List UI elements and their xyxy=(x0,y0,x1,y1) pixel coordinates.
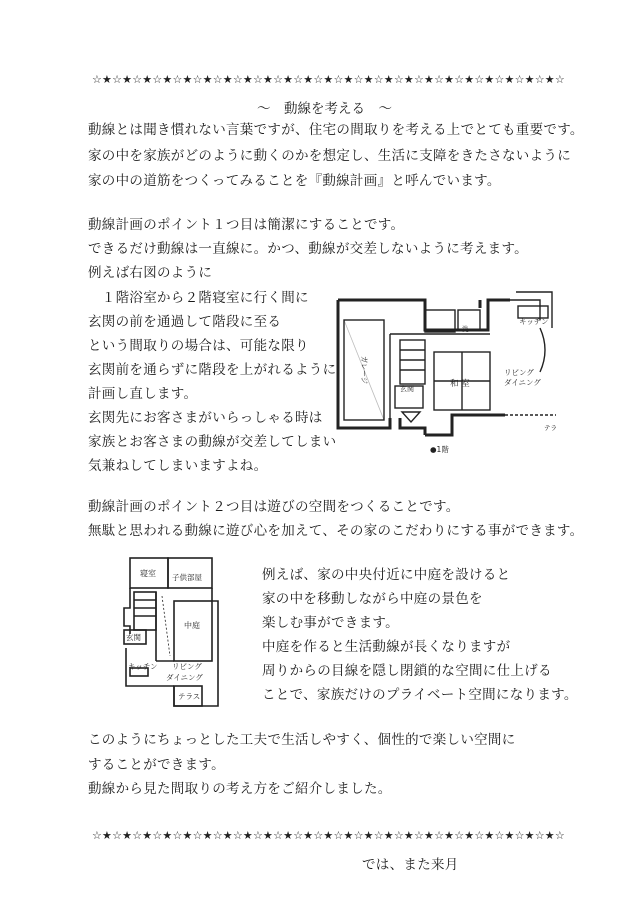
plan2-room-label: 玄関 xyxy=(126,633,141,642)
point2-right-line: 楽しむ事ができます。 xyxy=(262,615,399,631)
star-border-bottom: ☆★☆★☆★☆★☆★☆★☆★☆★☆★☆★☆★☆★☆★☆★☆★☆★☆★☆★☆★☆★☆★☆★☆★☆ xyxy=(92,829,565,842)
plan2-room-label: テラス xyxy=(178,692,201,701)
point1-line: できるだけ動線は一直線に。かつ、動線が交差しないように考えます。 xyxy=(88,241,528,257)
plan1-room-label: 玄関 xyxy=(400,385,414,393)
point1-line: という間取りの場合は、可能な限り xyxy=(88,338,309,354)
point2-right-line: 例えば、家の中央付近に中庭を設けると xyxy=(262,567,511,583)
plan2-room-label: リビング xyxy=(172,662,202,671)
plan2-room-label: キッチン xyxy=(128,662,158,671)
point2-right-line: 家の中を移動しながら中庭の景色を xyxy=(262,591,483,607)
plan2-room-label: 子供部屋 xyxy=(172,573,202,582)
plan1-room-label: ダイニング xyxy=(504,378,541,387)
point2-right-line: 周りからの目線を隠し閉鎖的な空間に仕上げる xyxy=(262,663,552,679)
point1-line: 家族とお客さまの動線が交差してしまい xyxy=(88,434,337,450)
plan2-room-label: 寝室 xyxy=(140,569,156,578)
point1-line: １階浴室から２階寝室に行く間に xyxy=(88,290,309,306)
closing-line: することができます。 xyxy=(88,757,225,773)
point1-line: 動線計画のポイント１つ目は簡潔にすることです。 xyxy=(88,217,405,233)
closing-line: このようにちょっとした工夫で生活しやすく、個性的で楽しい空間に xyxy=(88,732,516,748)
plan1-room-label: リビング xyxy=(504,368,534,377)
floor-plan-2 xyxy=(122,556,222,716)
signoff: では、また来月 xyxy=(362,857,459,873)
point1-line: 計画し直します。 xyxy=(88,386,198,402)
plan2-room-label: 中庭 xyxy=(184,621,200,630)
point1-line: 玄関先にお客さまがいらっしゃる時は xyxy=(88,410,323,426)
plan1-room-label: 洗 xyxy=(462,325,469,333)
plan2-room-label: ダイニング xyxy=(166,673,203,682)
plan1-room-label: テラ xyxy=(544,424,557,432)
plan1-room-label: 和 室 xyxy=(450,379,470,389)
intro-line: 家の中を家族がどのように動くのかを想定し、生活に支障をきたさないように xyxy=(88,148,571,164)
point2-right-line: 中庭を作ると生活動線が長くなりますが xyxy=(262,639,511,655)
star-border-top: ☆★☆★☆★☆★☆★☆★☆★☆★☆★☆★☆★☆★☆★☆★☆★☆★☆★☆★☆★☆★☆★☆★☆★☆ xyxy=(92,73,565,86)
point2-line: 無駄と思われる動線に遊び心を加えて、その家のこだわりにする事ができます。 xyxy=(88,523,584,539)
point1-line: 玄関の前を通過して階段に至る xyxy=(88,314,282,330)
plan1-room-label: キッチン xyxy=(519,317,549,326)
point1-line: 玄関前を通らずに階段を上がれるように xyxy=(88,362,337,378)
point2-line: 動線計画のポイント２つ目は遊びの空間をつくることです。 xyxy=(88,499,460,515)
point1-line: 例えば右図のように xyxy=(88,265,213,281)
plan1-room-label: ガレージ xyxy=(360,356,368,384)
closing-line: 動線から見た間取りの考え方をご紹介しました。 xyxy=(88,781,392,797)
intro-line: 家の中の道筋をつくってみることを『動線計画』と呼んでいます。 xyxy=(88,173,501,189)
intro-line: 動線とは聞き慣れない言葉ですが、住宅の間取りを考える上でとても重要です。 xyxy=(88,122,584,138)
plan1-caption: ●1階 xyxy=(430,445,449,454)
page-title: ～ 動線を考える ～ xyxy=(257,101,392,117)
point1-line: 気兼ねしてしまいますよね。 xyxy=(88,458,268,474)
floor-plan-1 xyxy=(330,290,560,458)
point2-right-line: ことで、家族だけのプライベート空間になります。 xyxy=(262,687,578,703)
